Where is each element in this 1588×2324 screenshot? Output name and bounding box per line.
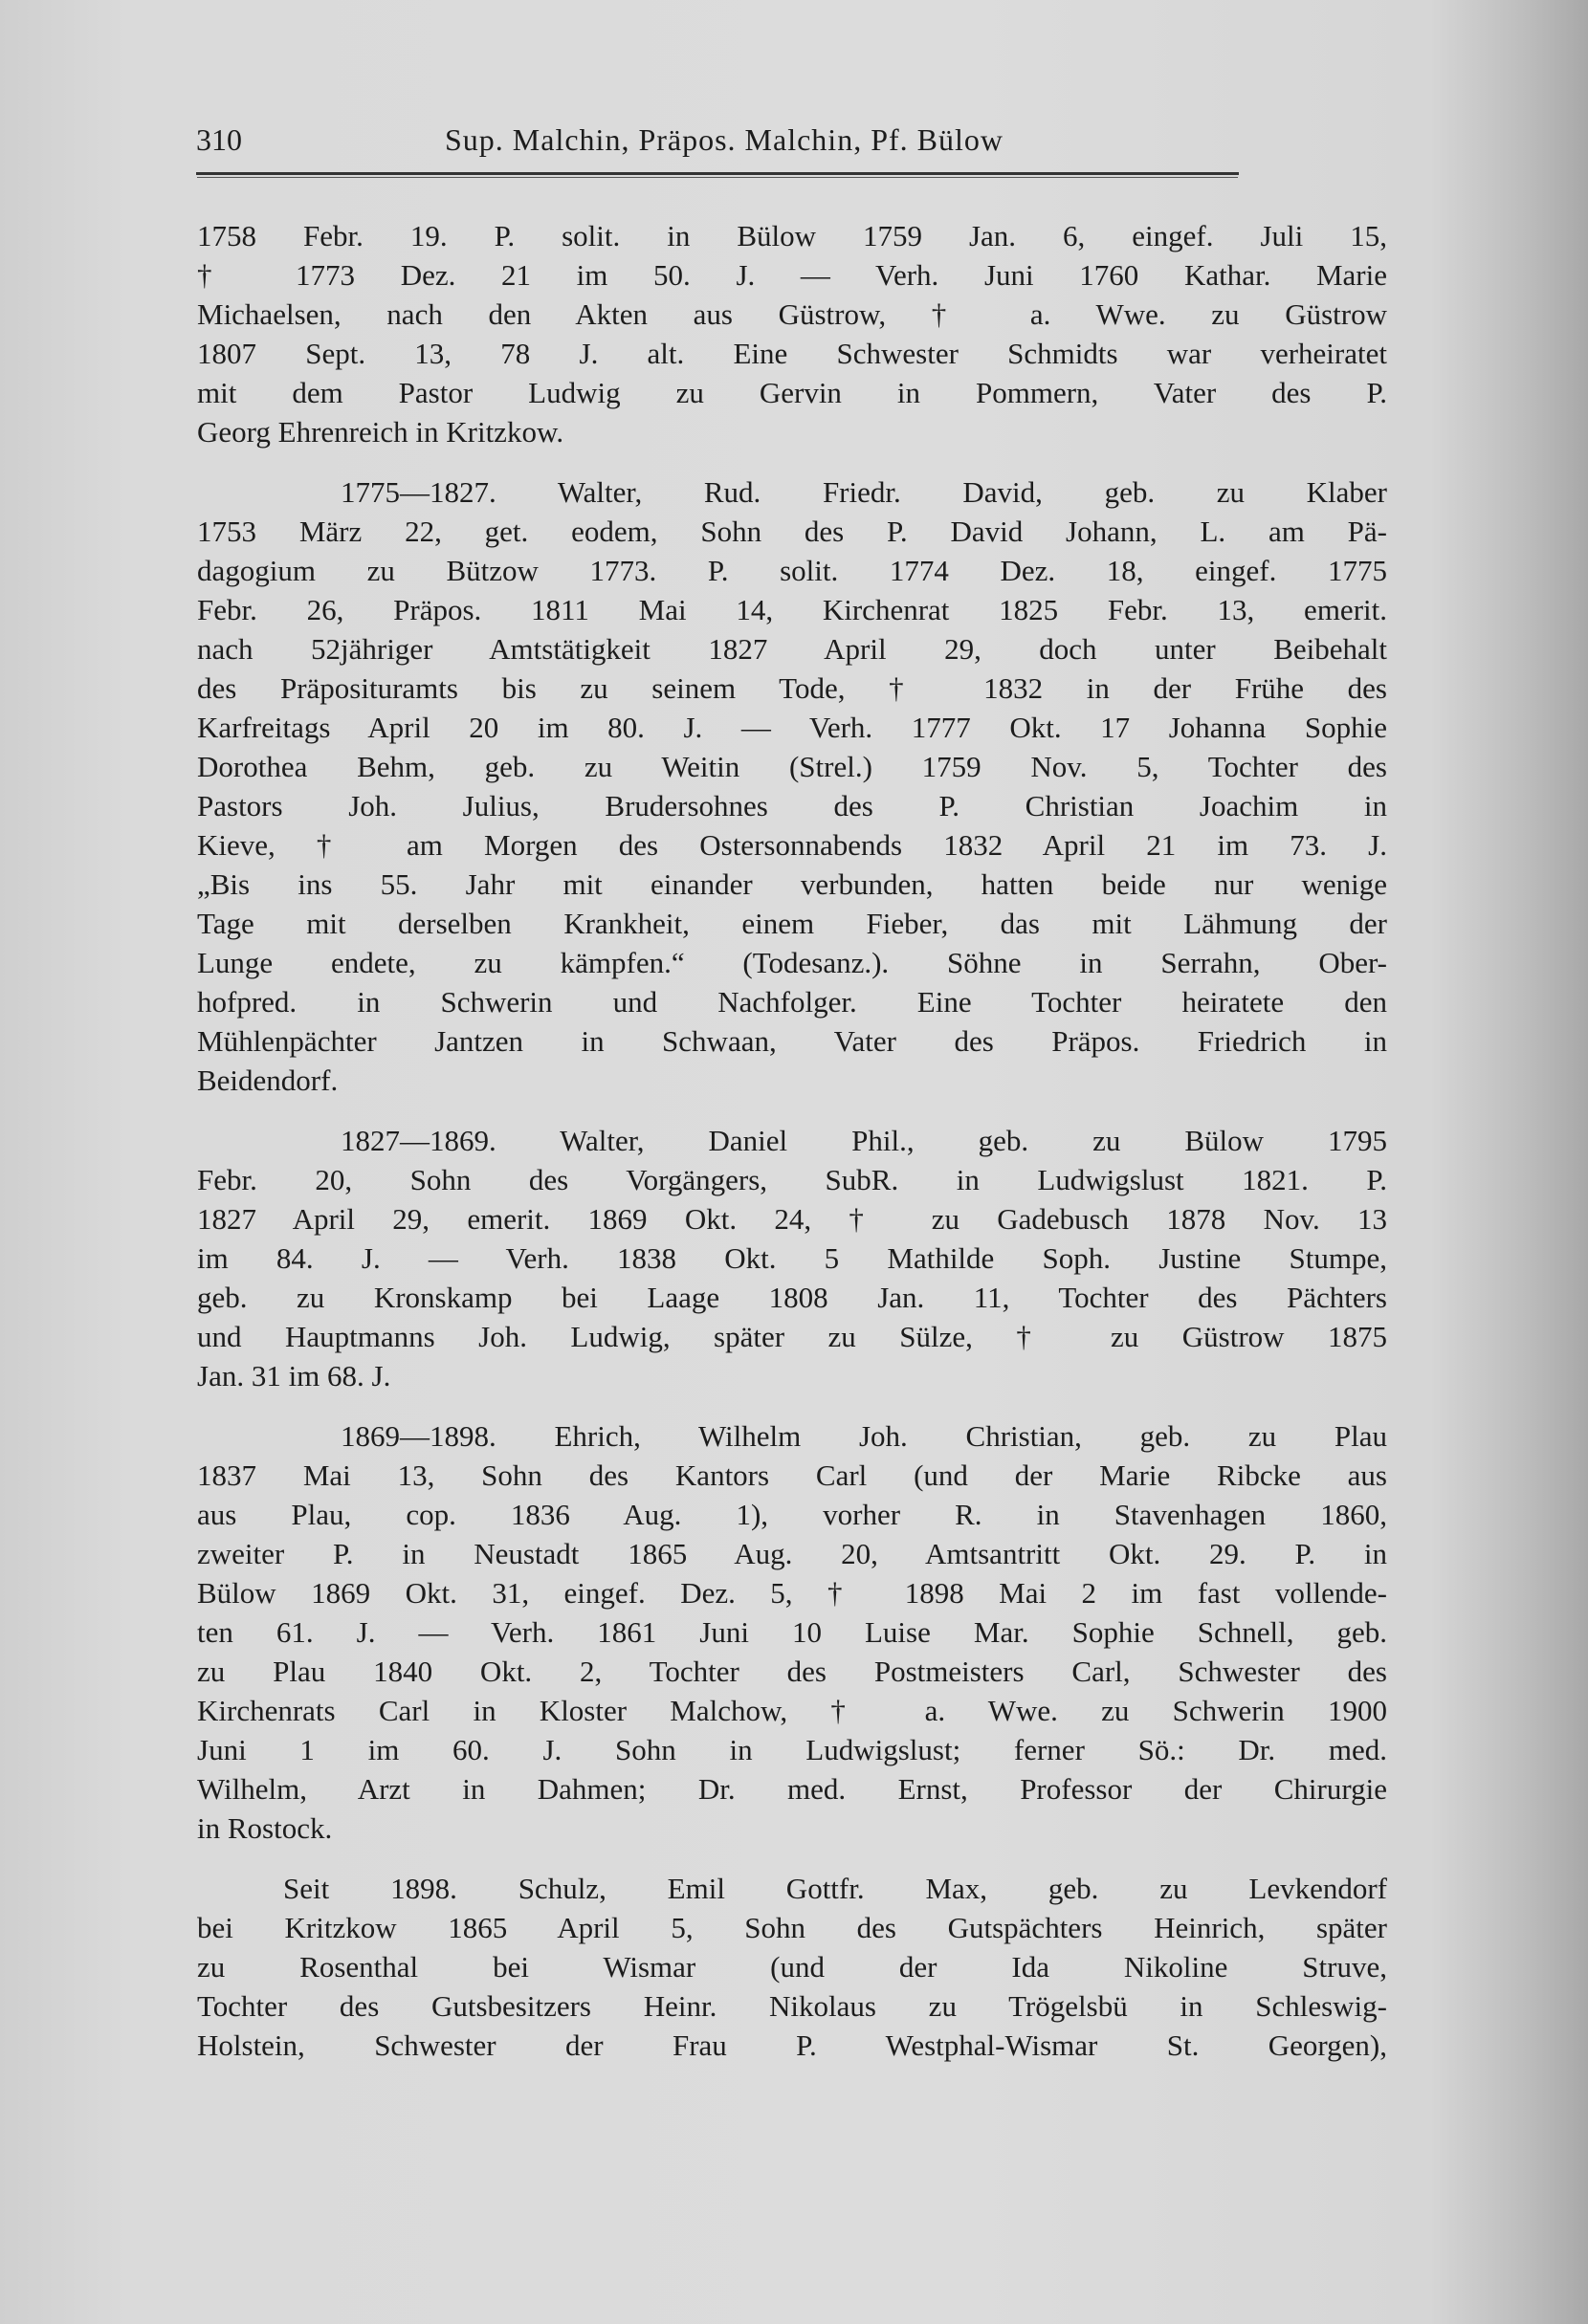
text-line: Karfreitags April 20 im 80. J. — Verh. 1777 Okt. 17 Johanna Sophie bbox=[197, 711, 1387, 744]
text-line: in Rostock. bbox=[197, 1811, 333, 1845]
text-line: Dorothea Behm, geb. zu Weitin (Strel.) 1759 Nov. 5, Tochter des bbox=[197, 750, 1387, 783]
text-line: Bülow 1869 Okt. 31, eingef. Dez. 5, † 1898 Mai 2 im fast vollende- bbox=[197, 1576, 1387, 1610]
text-line: und Hauptmanns Joh. Ludwig, später zu Sülze, † zu Güstrow 1875 bbox=[197, 1320, 1387, 1353]
text-line: Tage mit derselben Krankheit, einem Fieber, das mit Lähmung der bbox=[197, 907, 1387, 940]
text-line: Tochter des Gutsbesitzers Heinr. Nikolaus zu Trögelsbü in Schleswig- bbox=[197, 1989, 1387, 2023]
text-line: des Präposituramts bis zu seinem Tode, † 1832 in der Frühe des bbox=[197, 671, 1387, 705]
text-line: Febr. 26, Präpos. 1811 Mai 14, Kirchenrat 1825 Febr. 13, emerit. bbox=[197, 593, 1387, 626]
paragraph bbox=[197, 472, 1387, 1100]
text-line: Beidendorf. bbox=[197, 1063, 339, 1097]
text-line: Georg Ehrenreich in Kritzkow. bbox=[197, 415, 564, 449]
page-body bbox=[197, 216, 1387, 2065]
text-line: † 1773 Dez. 21 im 50. J. — Verh. Juni 1760 Kathar. Marie bbox=[197, 258, 1387, 292]
text-line: 1753 März 22, get. eodem, Sohn des P. David Johann, L. am Pä- bbox=[197, 515, 1387, 548]
text-line: nach 52jähriger Amtstätigkeit 1827 April 29, doch unter Beibehalt bbox=[197, 632, 1387, 666]
text-line: Seit 1898. Schulz, Emil Gottfr. Max, geb. zu Levkendorf bbox=[283, 1872, 1387, 1905]
text-line: dagogium zu Bützow 1773. P. solit. 1774 Dez. 18, eingef. 1775 bbox=[197, 554, 1387, 587]
text-line: 1807 Sept. 13, 78 J. alt. Eine Schwester Schmidts war verheiratet bbox=[197, 337, 1387, 370]
text-line: Wilhelm, Arzt in Dahmen; Dr. med. Ernst, Professor der Chirurgie bbox=[197, 1772, 1387, 1806]
text-line: „Bis ins 55. Jahr mit einander verbunden, hatten beide nur wenige bbox=[197, 867, 1387, 901]
page-number: 310 bbox=[196, 122, 242, 157]
text-line: Kieve, † am Morgen des Ostersonnabends 1832 April 21 im 73. J. bbox=[197, 828, 1387, 862]
text-line: Juni 1 im 60. J. Sohn in Ludwigslust; ferner Sö.: Dr. med. bbox=[197, 1733, 1387, 1766]
text-line: zu Rosenthal bei Wismar (und der Ida Nikoline Struve, bbox=[197, 1950, 1387, 1984]
text-line: im 84. J. — Verh. 1838 Okt. 5 Mathilde Soph. Justine Stumpe, bbox=[197, 1241, 1387, 1275]
header-rule bbox=[196, 172, 1239, 175]
text-line: bei Kritzkow 1865 April 5, Sohn des Gutspächters Heinrich, später bbox=[197, 1911, 1387, 1944]
text-line: 1827—1869. Walter, Daniel Phil., geb. zu Bülow 1795 bbox=[341, 1124, 1387, 1157]
text-line: Mühlenpächter Jantzen in Schwaan, Vater des Präpos. Friedrich in bbox=[197, 1024, 1387, 1058]
text-line: mit dem Pastor Ludwig zu Gervin in Pommern, Vater des P. bbox=[197, 376, 1387, 409]
text-line: Lunge endete, zu kämpfen.“ (Todesanz.). Söhne in Serrahn, Ober- bbox=[197, 946, 1387, 979]
text-line: 1869—1898. Ehrich, Wilhelm Joh. Christian, geb. zu Plau bbox=[341, 1419, 1387, 1453]
text-line: Pastors Joh. Julius, Brudersohnes des P. Christian Joachim in bbox=[197, 789, 1387, 822]
text-line: 1827 April 29, emerit. 1869 Okt. 24, † zu Gadebusch 1878 Nov. 13 bbox=[197, 1202, 1387, 1236]
page-header bbox=[196, 122, 1239, 170]
text-line: Kirchenrats Carl in Kloster Malchow, † a. Wwe. zu Schwerin 1900 bbox=[197, 1694, 1387, 1727]
text-line: 1758 Febr. 19. P. solit. in Bülow 1759 Jan. 6, eingef. Juli 15, bbox=[197, 219, 1387, 252]
paragraph bbox=[197, 216, 1387, 451]
text-line: Febr. 20, Sohn des Vorgängers, SubR. in Ludwigslust 1821. P. bbox=[197, 1163, 1387, 1196]
running-title: Sup. Malchin, Präpos. Malchin, Pf. Bülow bbox=[445, 122, 1004, 157]
text-line: Jan. 31 im 68. J. bbox=[197, 1359, 391, 1392]
text-line: zu Plau 1840 Okt. 2, Tochter des Postmeisters Carl, Schwester des bbox=[197, 1655, 1387, 1688]
paragraph bbox=[197, 1416, 1387, 1848]
text-line: zweiter P. in Neustadt 1865 Aug. 20, Amtsantritt Okt. 29. P. in bbox=[197, 1537, 1387, 1570]
paragraph bbox=[197, 1121, 1387, 1395]
text-line: 1837 Mai 13, Sohn des Kantors Carl (und der Marie Ribcke aus bbox=[197, 1458, 1387, 1492]
text-line: ten 61. J. — Verh. 1861 Juni 10 Luise Mar. Sophie Schnell, geb. bbox=[197, 1615, 1387, 1649]
text-line: hofpred. in Schwerin und Nachfolger. Eine Tochter heiratete den bbox=[197, 985, 1387, 1019]
paragraph bbox=[197, 1869, 1387, 2065]
text-line: aus Plau, cop. 1836 Aug. 1), vorher R. in Stavenhagen 1860, bbox=[197, 1498, 1387, 1531]
text-line: Holstein, Schwester der Frau P. Westphal-Wismar St. Georgen), bbox=[197, 2028, 1387, 2062]
text-line: geb. zu Kronskamp bei Laage 1808 Jan. 11, Tochter des Pächters bbox=[197, 1281, 1387, 1314]
text-line: 1775—1827. Walter, Rud. Friedr. David, geb. zu Klaber bbox=[341, 475, 1387, 509]
text-line: Michaelsen, nach den Akten aus Güstrow, † a. Wwe. zu Güstrow bbox=[197, 297, 1387, 331]
